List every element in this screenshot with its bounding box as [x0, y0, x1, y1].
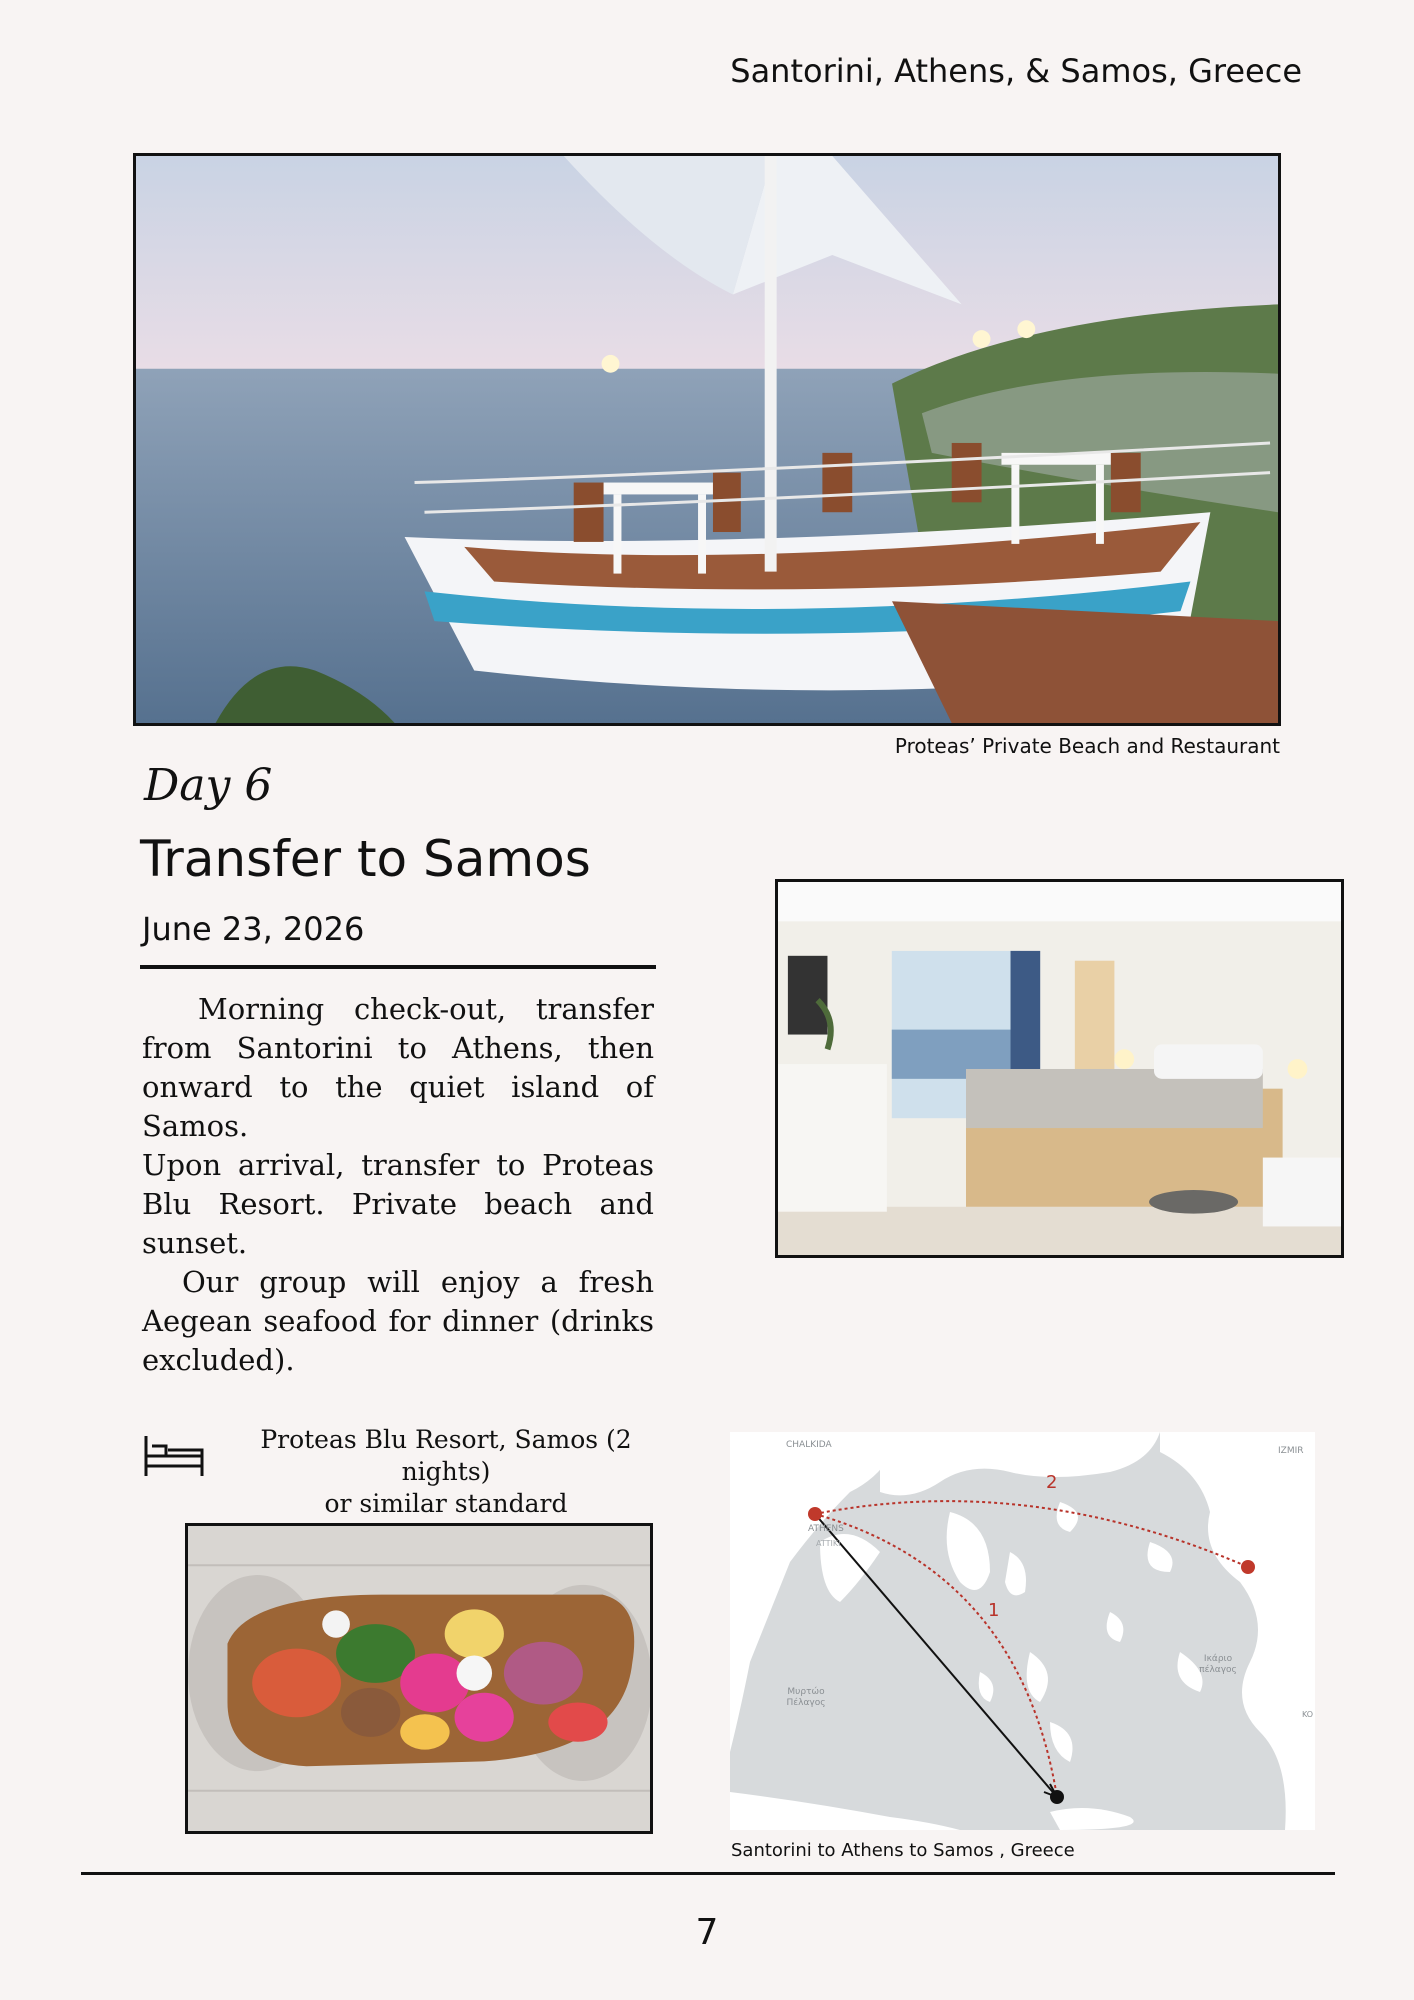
map-label-chalkida: CHALKIDA: [786, 1440, 832, 1450]
map-caption: Santorini to Athens to Samos , Greece: [731, 1840, 1075, 1861]
map-label-izmir: IZMIR: [1278, 1446, 1304, 1456]
hero-caption: Proteas’ Private Beach and Restaurant: [894, 734, 1280, 758]
page-number: 7: [695, 1912, 719, 1953]
map-label-ikario: Ικάριο πέλαγος: [1199, 1654, 1237, 1675]
map-label-ko: KO: [1302, 1710, 1314, 1719]
hero-photo: [133, 153, 1281, 726]
route-map: [730, 1432, 1315, 1830]
header-destination: Santorini, Athens, & Samos, Greece: [730, 52, 1302, 90]
bed-icon: [142, 1432, 206, 1480]
food-photo: [185, 1523, 653, 1834]
hotel-name: Proteas Blu Resort, Samos (2 nights): [260, 1425, 632, 1486]
description-paragraph: Morning check-out, transfer from Santorini to Athens, then onward to the quiet island of Samos.: [142, 992, 654, 1143]
route-label-1: 1: [988, 1600, 1000, 1621]
hotel-info: [222, 1424, 670, 1520]
day-label: Day 6: [144, 760, 273, 811]
map-label-attiki: ATTIKI: [816, 1539, 841, 1548]
hotel-standard: or similar standard: [324, 1489, 568, 1518]
footer-divider: [81, 1872, 1335, 1875]
route-label-2: 2: [1046, 1472, 1058, 1493]
description-paragraph: Our group will enjoy a fresh Aegean seafood for dinner (drinks excluded).: [142, 1265, 654, 1377]
room-photo: [775, 879, 1344, 1258]
day-date: June 23, 2026: [142, 910, 365, 948]
description-paragraph: Upon arrival, transfer to Proteas Blu Resort. Private beach and sunset.: [142, 1148, 654, 1260]
map-label-myrtoo: Μυρτώο Πέλαγος: [786, 1687, 826, 1708]
map-label-athens: ATHENS: [808, 1524, 844, 1534]
section-divider: [140, 965, 656, 969]
day-description: [142, 990, 654, 1380]
day-title: Transfer to Samos: [140, 830, 591, 888]
